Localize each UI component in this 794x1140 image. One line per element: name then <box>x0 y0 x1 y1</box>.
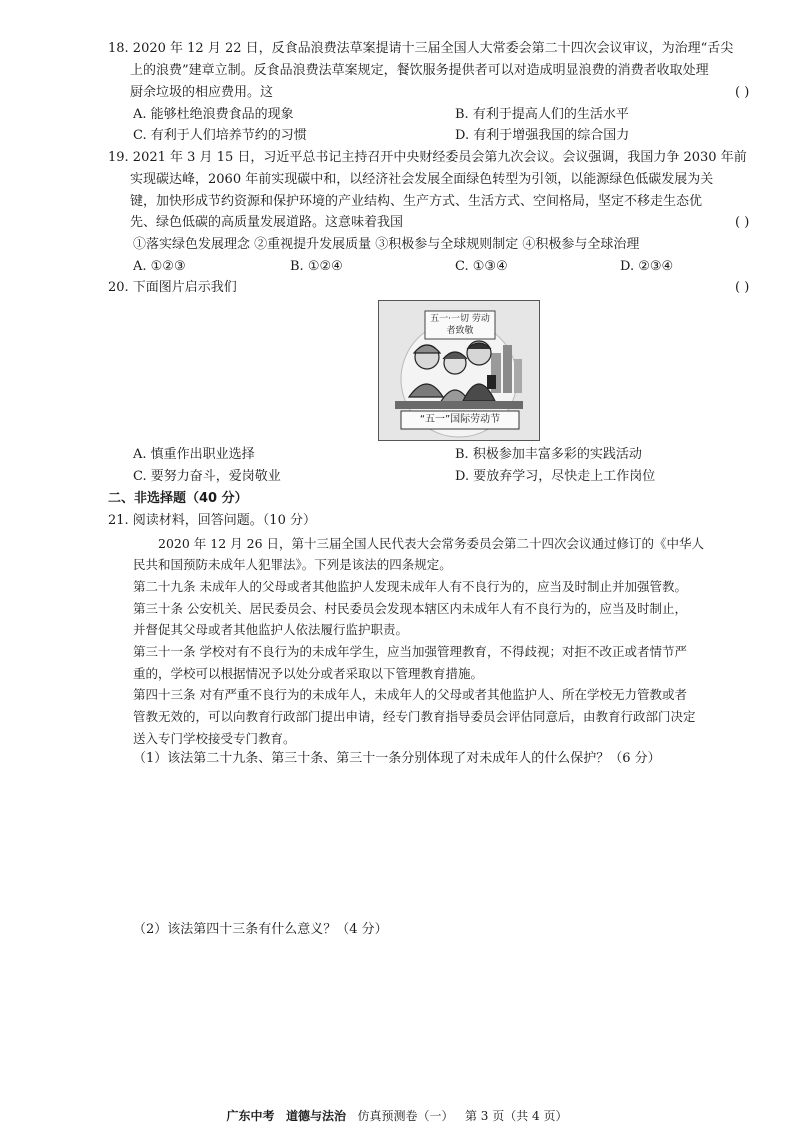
q21-article-30-line1: 第三十条 公安机关、居民委员会、村民委员会发现本辖区内未成年人有不良行为的，应当及时制止， <box>133 601 687 616</box>
footer-paper: 仿真预测卷（一） <box>357 1109 454 1123</box>
q21-intro-line1: 2020 年 12 月 26 日，第十三届全国人民代表大会常务委员会第二十四次会议通过修订的《中华人 <box>158 536 704 551</box>
q21-intro-line2: 民共和国预防未成年人犯罪法》。下列是该法的四条规定。 <box>133 557 452 572</box>
q19-stem-line3: 键，加快形成节约资源和保护环境的产业结构、生产方式、生活方式、空间格局，坚定不移走生态优 <box>130 194 703 209</box>
footer-page-number: 第 3 页（共 4 页） <box>464 1109 568 1123</box>
q19-answer-paren: ( ) <box>735 215 750 230</box>
q20-option-d: D. 要放弃学习，尽快走上工作岗位 <box>455 469 656 484</box>
q21-article-31-line1: 第三十一条 学校对有不良行为的未成年学生，应当加强管理教育，不得歧视；对拒不改正或者情节严 <box>133 644 687 659</box>
q21-article-30-line2: 并督促其父母或者其他监护人依法履行监护职责。 <box>133 622 409 637</box>
q20-option-a: A. 慎重作出职业选择 <box>133 447 255 462</box>
q18-answer-paren: ( ) <box>735 85 750 100</box>
q21-subquestion-1: （1）该法第二十九条、第三十条、第三十一条分别体现了对未成年人的什么保护？（6 分） <box>133 751 661 766</box>
q18-option-a: A. 能够杜绝浪费食品的现象 <box>133 107 294 122</box>
q19-statements: ①落实绿色发展理念 ②重视提升发展质量 ③积极参与全球规则制定 ④积极参与全球治理 <box>133 237 640 252</box>
q21-article-29: 第二十九条 未成年人的父母或者其他监护人发现未成年人有不良行为的，应当及时制止并加强管教。 <box>133 579 687 594</box>
q18-stem-line3: 厨余垃圾的相应费用。这 <box>130 85 274 100</box>
page-footer <box>0 1108 794 1124</box>
footer-exam: 广东中考 <box>226 1109 275 1123</box>
labor-day-cartoon <box>378 300 540 441</box>
footer-subject: 道德与法治 <box>286 1109 347 1123</box>
section-title-non-choice: 二、非选择题（40 分） <box>108 491 248 506</box>
q20-answer-paren: ( ) <box>735 280 750 295</box>
q21-article-43-line1: 第四十三条 对有严重不良行为的未成年人，未成年人的父母或者其他监护人、所在学校无力管教或者 <box>133 687 687 702</box>
q19-option-c: C. ①③④ <box>455 259 508 274</box>
q21-article-43-line2: 管教无效的，可以向教育行政部门提出申请，经专门教育指导委员会评估同意后，由教育行政部门决定 <box>133 709 696 724</box>
q18-stem-line2: 上的浪费”建章立制。反食品浪费法草案规定，餐饮服务提供者可以对造成明显浪费的消费者收取处理 <box>130 63 709 78</box>
q18-option-c: C. 有利于人们培养节约的习惯 <box>133 128 307 143</box>
q19-stem-line4: 先、绿色低碳的高质量发展道路。这意味着我国 <box>130 215 404 230</box>
q21-stem: 21. 阅读材料，回答问题。（10 分） <box>108 513 316 528</box>
cartoon-top-caption: 五一·一切 劳动者致敬 <box>430 314 490 336</box>
q20-option-b: B. 积极参加丰富多彩的实践活动 <box>455 447 642 462</box>
q19-stem-line1: 19. 2021 年 3 月 15 日，习近平总书记主持召开中央财经委员会第九次会议。会议强调，我国力争 2030 年前 <box>108 150 747 165</box>
q21-article-43-line3: 送入专门学校接受专门教育。 <box>133 731 296 746</box>
q19-stem-line2: 实现碳达峰，2060 年前实现碳中和，以经济社会发展全面绿色转型为引领，以能源绿色低碳发展为关 <box>130 172 714 187</box>
q19-option-b: B. ①②④ <box>290 259 343 274</box>
q18-option-d: D. 有利于增强我国的综合国力 <box>455 128 630 143</box>
q18-option-b: B. 有利于提高人们的生活水平 <box>455 107 629 122</box>
q18-stem-line1: 18. 2020 年 12 月 22 日，反食品浪费法草案提请十三届全国人大常委会第二十四次会议审议，为治理“舌尖 <box>108 41 734 56</box>
q19-option-a: A. ①②③ <box>133 259 186 274</box>
q19-option-d: D. ②③④ <box>620 259 674 274</box>
q20-option-c: C. 要努力奋斗，爱岗敬业 <box>133 469 281 484</box>
q20-stem: 20. 下面图片启示我们 <box>108 280 237 295</box>
q21-article-31-line2: 重的，学校可以根据情况予以处分或者采取以下管理教育措施。 <box>133 666 484 681</box>
cartoon-banner-caption: “五一”国际劳动节 <box>419 414 501 425</box>
q21-subquestion-2: （2）该法第四十三条有什么意义？（4 分） <box>133 922 388 937</box>
